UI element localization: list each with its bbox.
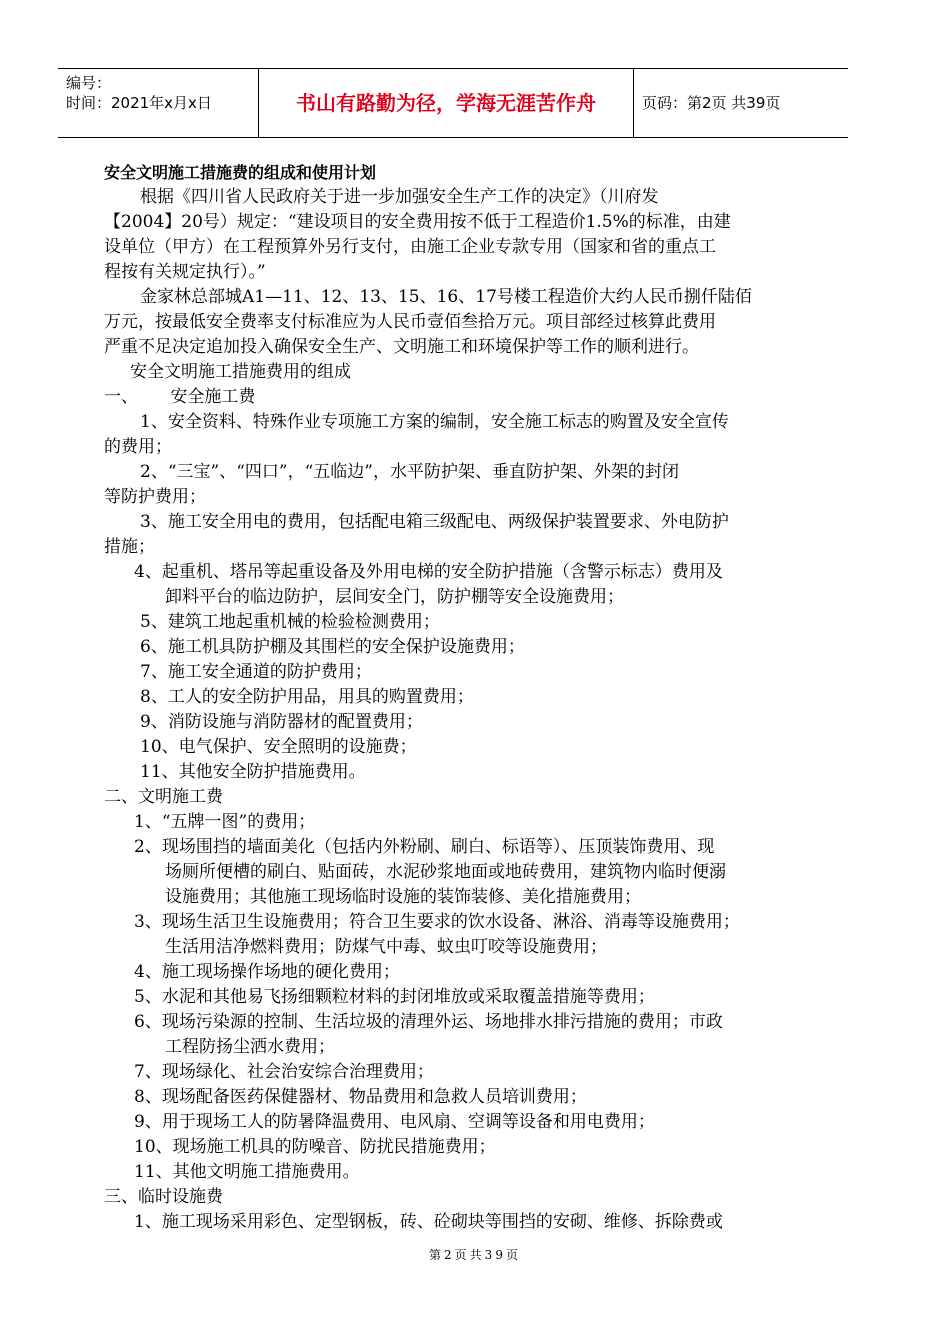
list-item: 6、施工机具防护棚及其围栏的安全保护设施费用； (140, 637, 525, 657)
list-item: 5、建筑工地起重机械的检验检测费用； (140, 612, 440, 632)
list-item: 9、用于现场工人的防暑降温费用、电风扇、空调等设备和用电费用； (134, 1112, 655, 1132)
list-item: 2、现场围挡的墙面美化（包括内外粉刷、刷白、标语等）、压顶装饰费用、现 (134, 837, 715, 857)
paragraph-line: 设单位（甲方）在工程预算外另行支付，由施工企业专款专用（国家和省的重点工 (104, 237, 716, 257)
list-item: 11、其他文明施工措施费用。 (134, 1162, 360, 1182)
list-item-continuation: 设施费用；其他施工现场临时设施的装饰装修、美化措施费用； (165, 887, 641, 907)
section-heading: 二、文明施工费 (104, 787, 223, 807)
list-item-continuation: 的费用； (104, 437, 172, 457)
list-item: 11、其他安全防护措施费用。 (140, 762, 366, 782)
list-item: 4、起重机、塔吊等起重设备及外用电梯的安全防护措施（含警示标志）费用及 (134, 562, 723, 582)
list-item: 7、现场绿化、社会治安综合治理费用； (134, 1062, 434, 1082)
list-item: 1、安全资料、特殊作业专项施工方案的编制，安全施工标志的购置及安全宣传 (140, 412, 729, 432)
date-label: 时间：2021年x月x日 (66, 94, 212, 112)
header-page-info: 页码：第2页 共39页 (642, 94, 781, 112)
page-header (58, 68, 848, 138)
list-item: 1、施工现场采用彩色、定型钢板，砖、砼砌块等围挡的安砌、维修、拆除费或 (134, 1212, 723, 1232)
list-item-continuation: 场厕所便槽的刷白、贴面砖，水泥砂浆地面或地砖费用，建筑物内临时便溺 (165, 862, 726, 882)
list-item: 3、施工安全用电的费用，包括配电箱三级配电、两级保护装置要求、外电防护 (140, 512, 729, 532)
list-item: 9、消防设施与消防器材的配置费用； (140, 712, 423, 732)
section-heading: 三、临时设施费 (104, 1187, 223, 1207)
paragraph-line: 严重不足决定追加投入确保安全生产、文明施工和环境保护等工作的顺利进行。 (104, 337, 699, 357)
list-item: 1、“五牌一图”的费用； (134, 812, 316, 832)
list-item: 3、现场生活卫生设施费用；符合卫生要求的饮水设备、淋浴、消毒等设施费用； (134, 912, 740, 932)
list-item: 8、工人的安全防护用品，用具的购置费用； (140, 687, 474, 707)
paragraph-line: 金家林总部城A1—11、12、13、15、16、17号楼工程造价大约人民币捌仟陆佰 (140, 287, 752, 307)
list-item: 8、现场配备医药保健器材、物品费用和急救人员培训费用； (134, 1087, 587, 1107)
header-motto: 书山有路勤为径，学海无涯苦作舟 (259, 69, 634, 137)
list-item: 6、现场污染源的控制、生活垃圾的清理外运、场地排水排污措施的费用；市政 (134, 1012, 723, 1032)
section-heading: 安全文明施工措施费用的组成 (130, 362, 351, 382)
header-meta (58, 69, 259, 137)
list-item-continuation: 等防护费用； (104, 487, 206, 507)
list-item-continuation: 措施； (104, 537, 155, 557)
paragraph-line: 程按有关规定执行）。” (104, 262, 266, 282)
document-title: 安全文明施工措施费的组成和使用计划 (104, 163, 377, 182)
list-item-continuation: 工程防扬尘洒水费用； (165, 1037, 335, 1057)
list-item-continuation: 生活用洁净燃料费用；防煤气中毒、蚊虫叮咬等设施费用； (165, 937, 607, 957)
section-heading: 一、 安全施工费 (104, 387, 256, 407)
list-item: 10、电气保护、安全照明的设施费； (140, 737, 417, 757)
list-item: 7、施工安全通道的防护费用； (140, 662, 372, 682)
list-item: 10、现场施工机具的防噪音、防扰民措施费用； (134, 1137, 496, 1157)
list-item-continuation: 卸料平台的临边防护，层间安全门，防护棚等安全设施费用； (165, 587, 624, 607)
list-item: 2、“三宝”、“四口”，“五临边”，水平防护架、垂直防护架、外架的封闭 (140, 462, 679, 482)
number-label: 编号： (66, 74, 112, 92)
paragraph-line: 【2004】20号）规定：“建设项目的安全费用按不低于工程造价1.5%的标准，由建 (104, 212, 731, 232)
list-item: 4、施工现场操作场地的硬化费用； (134, 962, 400, 982)
page-footer: 第2页共39页 (429, 1248, 521, 1262)
paragraph-line: 根据《四川省人民政府关于进一步加强安全生产工作的决定》（川府发 (140, 187, 659, 207)
paragraph-line: 万元，按最低安全费率支付标准应为人民币壹佰叁拾万元。项目部经过核算此费用 (104, 312, 716, 332)
list-item: 5、水泥和其他易飞扬细颗粒材料的封闭堆放或采取覆盖措施等费用； (134, 987, 655, 1007)
